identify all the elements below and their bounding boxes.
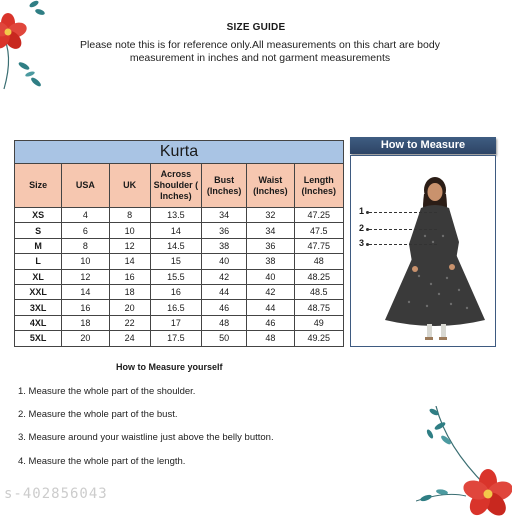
table-cell: 44 xyxy=(247,300,294,315)
table-cell: 49.25 xyxy=(294,331,343,346)
table-cell: 46 xyxy=(247,315,294,330)
table-cell: 36 xyxy=(247,238,294,253)
measure-label-bust: 2 xyxy=(359,223,365,233)
table-row xyxy=(15,269,344,284)
column-header: Bust (Inches) xyxy=(202,164,247,208)
table-cell: 42 xyxy=(202,269,247,284)
table-cell: 14.5 xyxy=(150,238,201,253)
measure-line-shoulder xyxy=(369,212,437,213)
table-cell: 48.75 xyxy=(294,300,343,315)
table-cell: 34 xyxy=(247,223,294,238)
table-cell: 48 xyxy=(247,331,294,346)
table-header-row xyxy=(15,164,344,208)
table-cell: 47.75 xyxy=(294,238,343,253)
instruction-step: 2. Measure the whole part of the bust. xyxy=(18,409,178,420)
table-row xyxy=(15,208,344,223)
instructions-title: How to Measure yourself xyxy=(116,362,223,372)
size-cell: XS xyxy=(15,208,62,223)
column-header: Length (Inches) xyxy=(294,164,343,208)
table-caption: Kurta xyxy=(15,141,344,164)
page-title: SIZE GUIDE xyxy=(226,22,286,33)
table-cell: 47.5 xyxy=(294,223,343,238)
table-cell: 20 xyxy=(62,331,109,346)
column-header: Waist (Inches) xyxy=(247,164,294,208)
table-cell: 4 xyxy=(62,208,109,223)
table-cell: 15.5 xyxy=(150,269,201,284)
model-illustration-frame xyxy=(350,155,496,347)
instruction-step: 4. Measure the whole part of the length. xyxy=(18,456,186,467)
table-row xyxy=(15,284,344,299)
table-cell: 16 xyxy=(109,269,150,284)
table-row xyxy=(15,223,344,238)
table-cell: 48 xyxy=(202,315,247,330)
table-row xyxy=(15,315,344,330)
table-cell: 42 xyxy=(247,284,294,299)
table-cell: 32 xyxy=(247,208,294,223)
table-row xyxy=(15,331,344,346)
table-cell: 18 xyxy=(62,315,109,330)
size-cell: 5XL xyxy=(15,331,62,346)
table-cell: 40 xyxy=(202,254,247,269)
size-cell: 4XL xyxy=(15,315,62,330)
measure-line-bust xyxy=(369,229,437,230)
instruction-step: 3. Measure around your waistline just above the belly button. xyxy=(18,432,274,443)
table-cell: 17 xyxy=(150,315,201,330)
table-cell: 48 xyxy=(294,254,343,269)
table-cell: 12 xyxy=(109,238,150,253)
column-header: Across Shoulder ( Inches) xyxy=(150,164,201,208)
how-to-measure-banner: How to Measure xyxy=(350,137,496,154)
table-cell: 12 xyxy=(62,269,109,284)
measure-dot-icon xyxy=(366,243,369,246)
table-cell: 6 xyxy=(62,223,109,238)
table-cell: 16 xyxy=(150,284,201,299)
table-cell: 14 xyxy=(62,284,109,299)
size-table xyxy=(14,140,344,347)
table-cell: 46 xyxy=(202,300,247,315)
table-cell: 38 xyxy=(247,254,294,269)
table-cell: 16 xyxy=(62,300,109,315)
instruction-step: 1. Measure the whole part of the shoulder. xyxy=(18,386,196,397)
table-cell: 49 xyxy=(294,315,343,330)
measure-dot-icon xyxy=(366,211,369,214)
table-cell: 14 xyxy=(150,223,201,238)
table-cell: 48.25 xyxy=(294,269,343,284)
column-header: Size xyxy=(15,164,62,208)
measure-line-waist xyxy=(369,244,437,245)
size-cell: XL xyxy=(15,269,62,284)
measure-label-shoulder: 1 xyxy=(359,206,365,216)
table-cell: 8 xyxy=(109,208,150,223)
watermark: s-402856043 xyxy=(4,486,108,502)
table-cell: 17.5 xyxy=(150,331,201,346)
measure-label-waist: 3 xyxy=(359,238,365,248)
table-cell: 18 xyxy=(109,284,150,299)
table-row xyxy=(15,238,344,253)
table-cell: 24 xyxy=(109,331,150,346)
flower-decoration-icon xyxy=(0,0,64,94)
table-cell: 47.25 xyxy=(294,208,343,223)
size-cell: XXL xyxy=(15,284,62,299)
column-header: USA xyxy=(62,164,109,208)
table-cell: 34 xyxy=(202,208,247,223)
table-cell: 48.5 xyxy=(294,284,343,299)
table-cell: 22 xyxy=(109,315,150,330)
table-cell: 50 xyxy=(202,331,247,346)
flower-decoration-icon xyxy=(416,406,512,516)
table-cell: 10 xyxy=(62,254,109,269)
size-cell: M xyxy=(15,238,62,253)
table-cell: 38 xyxy=(202,238,247,253)
table-cell: 36 xyxy=(202,223,247,238)
reference-note: Please note this is for reference only.All measurements on this chart are body measurement in inches and not garment measurements xyxy=(80,39,440,64)
model-figure-icon xyxy=(351,156,495,346)
table-row xyxy=(15,254,344,269)
table-cell: 8 xyxy=(62,238,109,253)
size-cell: L xyxy=(15,254,62,269)
table-cell: 10 xyxy=(109,223,150,238)
column-header: UK xyxy=(109,164,150,208)
size-cell: 3XL xyxy=(15,300,62,315)
table-cell: 44 xyxy=(202,284,247,299)
table-cell: 16.5 xyxy=(150,300,201,315)
table-row xyxy=(15,300,344,315)
size-cell: S xyxy=(15,223,62,238)
measure-dot-icon xyxy=(366,228,369,231)
table-cell: 14 xyxy=(109,254,150,269)
table-cell: 40 xyxy=(247,269,294,284)
table-cell: 15 xyxy=(150,254,201,269)
table-cell: 13.5 xyxy=(150,208,201,223)
table-cell: 20 xyxy=(109,300,150,315)
